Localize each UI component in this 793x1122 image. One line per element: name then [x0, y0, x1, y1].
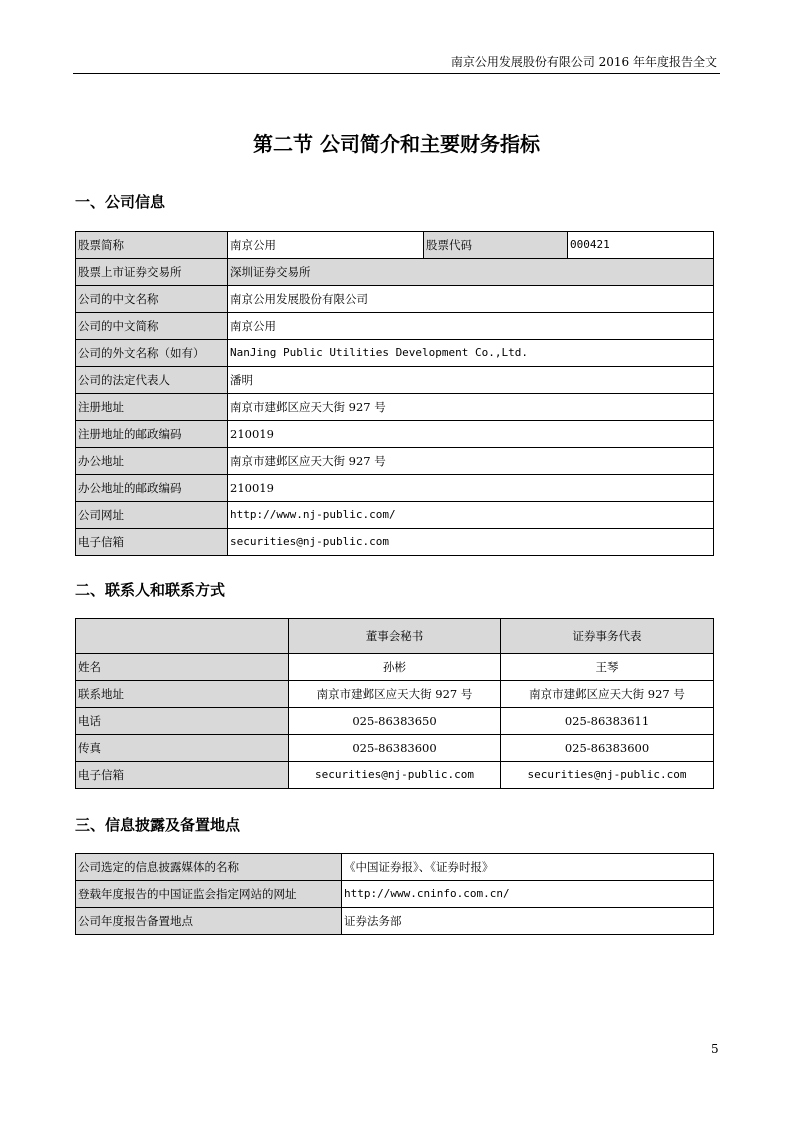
- col-header-secretary: 董事会秘书: [289, 619, 501, 654]
- disclosure-table: [75, 853, 714, 935]
- contact-heading: 二、联系人和联系方式: [75, 581, 226, 599]
- website-value: http://www.cninfo.com.cn/: [342, 881, 714, 908]
- row-value: 210019: [228, 475, 714, 502]
- company-info-table: [75, 231, 714, 556]
- row-label: 股票上市证券交易所: [76, 259, 228, 286]
- table-row: [76, 908, 714, 935]
- row-label: 传真: [76, 735, 289, 762]
- rep-value: 025-86383600: [501, 735, 714, 762]
- table-row: [76, 286, 714, 313]
- table-row: [76, 854, 714, 881]
- table-row: [76, 681, 714, 708]
- secretary-value: 南京市建邺区应天大街 927 号: [289, 681, 501, 708]
- row-value: NanJing Public Utilities Development Co.,Ltd.: [228, 340, 714, 367]
- row-value: 南京公用发展股份有限公司: [228, 286, 714, 313]
- disclosure-heading: 三、信息披露及备置地点: [75, 816, 241, 834]
- table-row: [76, 475, 714, 502]
- table-header-row: [76, 619, 714, 654]
- rep-value: 王琴: [501, 654, 714, 681]
- table-row: [76, 654, 714, 681]
- rep-value: securities@nj-public.com: [501, 762, 714, 789]
- row-label: 公司选定的信息披露媒体的名称: [76, 854, 342, 881]
- table-row: [76, 708, 714, 735]
- table-row: [76, 735, 714, 762]
- rep-value: 南京市建邺区应天大街 927 号: [501, 681, 714, 708]
- row-value: 深圳证券交易所: [228, 259, 714, 286]
- row-label: 电子信箱: [76, 529, 228, 556]
- table-row: [76, 394, 714, 421]
- row-value: 《中国证券报》、《证券时报》: [342, 854, 714, 881]
- table-row: [76, 529, 714, 556]
- row-label: 注册地址的邮政编码: [76, 421, 228, 448]
- row-label: 公司的中文简称: [76, 313, 228, 340]
- row-label: 电子信箱: [76, 762, 289, 789]
- row-value: 210019: [228, 421, 714, 448]
- secretary-value: 025-86383650: [289, 708, 501, 735]
- company-info-heading: 一、公司信息: [75, 193, 166, 211]
- row-label: 姓名: [76, 654, 289, 681]
- row-value: 南京公用: [228, 313, 714, 340]
- row-label: 公司网址: [76, 502, 228, 529]
- section-title: 第二节 公司简介和主要财务指标: [253, 132, 540, 156]
- col-header-rep: 证券事务代表: [501, 619, 714, 654]
- table-row: [76, 232, 714, 259]
- row-label: 电话: [76, 708, 289, 735]
- header-divider: [73, 73, 720, 74]
- table-row: [76, 762, 714, 789]
- table-row: [76, 421, 714, 448]
- stock-abbr-label: 股票简称: [76, 232, 228, 259]
- table-row: [76, 448, 714, 475]
- secretary-value: 孙彬: [289, 654, 501, 681]
- table-row: [76, 313, 714, 340]
- rep-value: 025-86383611: [501, 708, 714, 735]
- secretary-value: securities@nj-public.com: [289, 762, 501, 789]
- website-value: http://www.nj-public.com/: [228, 502, 714, 529]
- stock-abbr-value: 南京公用: [228, 232, 424, 259]
- table-row: [76, 340, 714, 367]
- table-row: [76, 367, 714, 394]
- email-value: securities@nj-public.com: [228, 529, 714, 556]
- table-row: [76, 259, 714, 286]
- row-label: 联系地址: [76, 681, 289, 708]
- secretary-value: 025-86383600: [289, 735, 501, 762]
- row-label: 办公地址: [76, 448, 228, 475]
- row-value: 南京市建邺区应天大街 927 号: [228, 448, 714, 475]
- stock-code-label: 股票代码: [424, 232, 568, 259]
- row-value: 潘明: [228, 367, 714, 394]
- running-header: 南京公用发展股份有限公司 2016 年年度报告全文: [450, 55, 717, 69]
- row-value: 证券法务部: [342, 908, 714, 935]
- row-label: 登载年度报告的中国证监会指定网站的网址: [76, 881, 342, 908]
- row-label: 办公地址的邮政编码: [76, 475, 228, 502]
- table-row: [76, 881, 714, 908]
- row-label: 公司的中文名称: [76, 286, 228, 313]
- row-label: 公司的法定代表人: [76, 367, 228, 394]
- stock-code-value: 000421: [568, 232, 714, 259]
- corner-cell: [76, 619, 289, 654]
- row-value: 南京市建邺区应天大街 927 号: [228, 394, 714, 421]
- row-label: 公司年度报告备置地点: [76, 908, 342, 935]
- table-row: [76, 502, 714, 529]
- page-number: 5: [711, 1042, 719, 1056]
- row-label: 公司的外文名称（如有）: [76, 340, 228, 367]
- row-label: 注册地址: [76, 394, 228, 421]
- contact-table: [75, 618, 714, 789]
